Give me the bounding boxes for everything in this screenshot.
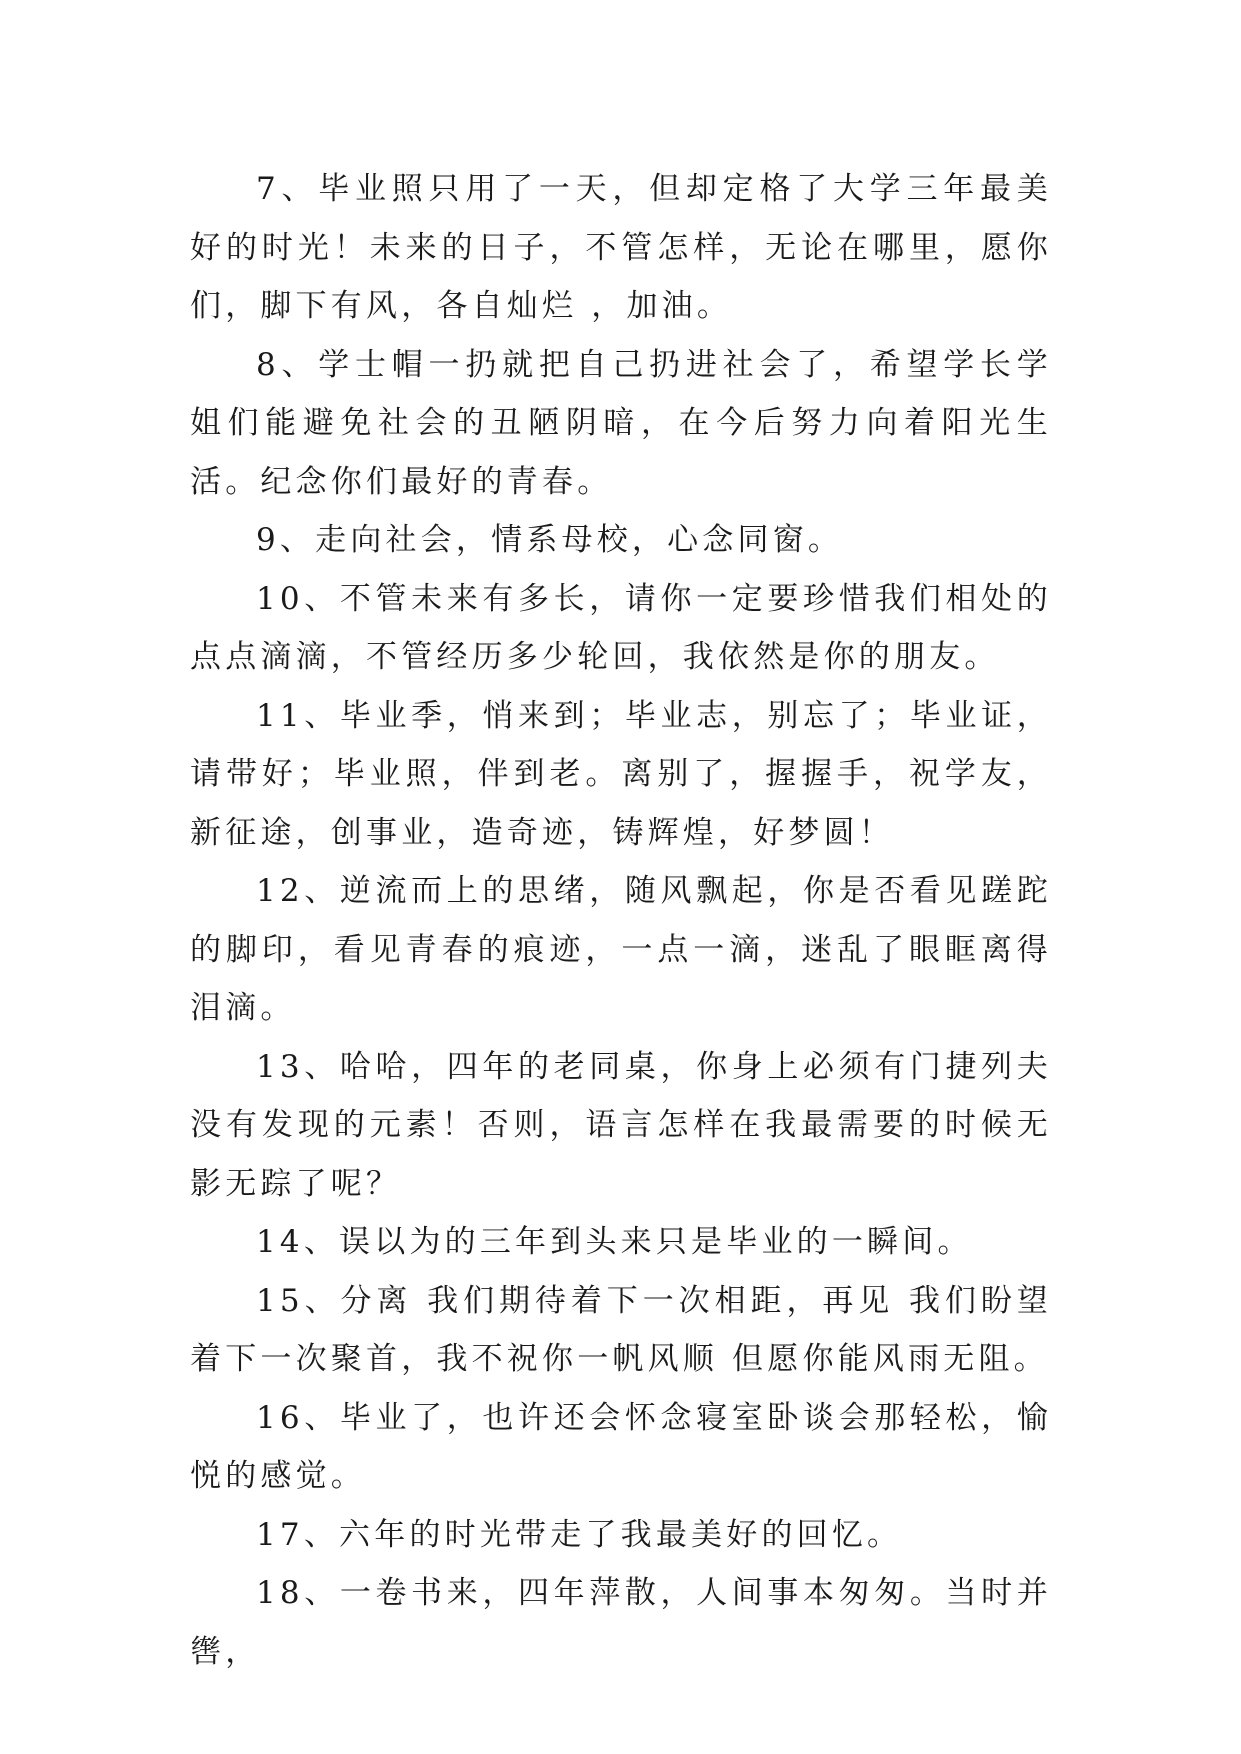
paragraph-18: 18、一卷书来，四年萍散，人间事本匆匆。当时并辔， — [190, 1575, 1052, 1670]
paragraph-13: 13、哈哈，四年的老同桌，你身上必须有门捷列夫没有发现的元素！否则，语言怎样在我最需要的时候无影无踪了呢？ — [190, 1048, 1052, 1202]
paragraph-17: 17、六年的时光带走了我最美好的回忆。 — [256, 1516, 903, 1553]
document-body — [190, 160, 1052, 1681]
paragraph-11: 11、毕业季，悄来到；毕业志，别忘了；毕业证，请带好；毕业照，伴到老。离别了，握握手，祝学友，新征途，创事业，造奇迹，铸辉煌，好梦圆！ — [190, 697, 1052, 851]
paragraph-10: 10、不管未来有多长，请你一定要珍惜我们相处的点点滴滴，不管经历多少轮回，我依然是你的朋友。 — [190, 580, 1052, 675]
paragraph-7: 7、毕业照只用了一天，但却定格了大学三年最美好的时光！未来的日子，不管怎样，无论在哪里，愿你们，脚下有风，各自灿烂 ，加油。 — [190, 171, 1052, 324]
paragraph-14: 14、误以为的三年到头来只是毕业的一瞬间。 — [256, 1224, 973, 1260]
paragraph-15: 15、分离 我们期待着下一次相距，再见 我们盼望着下一次聚首，我不祝你一帆风顺 但愿你能风雨无阻。 — [190, 1282, 1052, 1377]
paragraph-8: 8、学士帽一扔就把自己扔进社会了，希望学长学姐们能避免社会的丑陋阴暗，在今后努力向着阳光生活。纪念你们最好的青春。 — [190, 346, 1052, 500]
paragraph-9: 9、走向社会，情系母校，心念同窗。 — [256, 522, 844, 558]
paragraph-12: 12、逆流而上的思绪，随风飘起，你是否看见蹉跎的脚印，看见青春的痕迹，一点一滴，迷乱了眼眶离得泪滴。 — [190, 873, 1052, 1026]
paragraph-16: 16、毕业了，也许还会怀念寝室卧谈会那轻松，愉悦的感觉。 — [190, 1399, 1052, 1494]
